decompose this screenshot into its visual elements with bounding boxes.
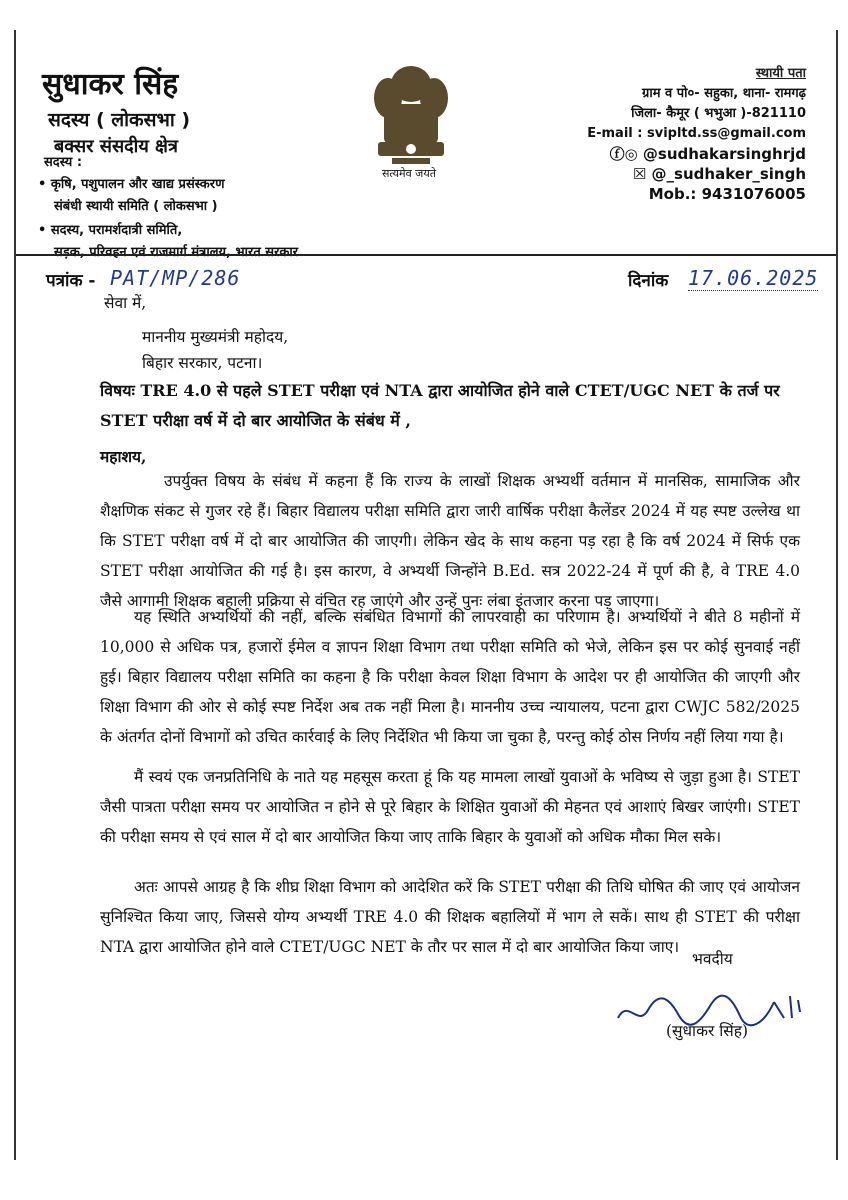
x-handle: @_sudhaker_singh bbox=[651, 165, 806, 183]
sender-role: सदस्य ( लोकसभा ) bbox=[48, 109, 191, 131]
header-divider bbox=[16, 254, 836, 256]
sender-name: सुधाकर सिंह bbox=[42, 67, 179, 102]
facebook-icon: ⓕ bbox=[609, 145, 625, 163]
date-value: 17.06.2025 bbox=[688, 266, 819, 290]
sender-constituency: बक्सर संसदीय क्षेत्र bbox=[54, 136, 178, 157]
signatory-name: (सुधाकर सिंह) bbox=[666, 1022, 749, 1040]
x-icon: ☒ bbox=[632, 165, 647, 183]
instagram-icon: ◎ bbox=[624, 145, 638, 163]
membership-line: • कृषि, पशुपालन और खाद्य प्रसंस्करण bbox=[38, 177, 225, 192]
mobile-text: Mob.: 9431076005 bbox=[648, 185, 806, 203]
greeting: महाशय, bbox=[100, 447, 147, 466]
address-line: ग्राम व पो०- सहुका, थाना- रामगढ़ bbox=[642, 86, 806, 101]
letter-page bbox=[14, 30, 838, 1160]
subject-label: विषयः bbox=[100, 381, 135, 400]
recipient-line: बिहार सरकार, पटना। bbox=[142, 354, 263, 372]
facebook-row bbox=[587, 144, 806, 164]
address-line: जिला- कैमूर ( भभुआ )-821110 bbox=[631, 106, 806, 121]
emblem-motto: सत्यमेव जयते bbox=[381, 167, 436, 180]
salutation-to: सेवा में, bbox=[104, 294, 147, 312]
email-text: E-mail : svipltd.ss@gmail.com bbox=[587, 126, 806, 141]
paragraph: उपर्युक्त विषय के संबंध में कहना हैं कि राज्य के लाखों शिक्षक अभ्यर्थी वर्तमान में मानसिक, सामाजिक और शैक्षणिक संकट से गुजर रहे हैं। बिहार विद्यालय परीक्षा समिति द्वारा जारी वार्षिक परीक्षा कैलेंडर 2024 में यह स्पष्ट उल्लेख था कि STET परीक्षा वर्ष में दो बार आयोजित की जाएगी। लेकिन खेद के साथ कहना पड़ रहा है कि वर्ष 2024 में सिर्फ एक STET परीक्षा आयोजित की गई है। इस कारण, वे अभ्यर्थी जिन्होंने B.Ed. सत्र 2022-24 में पूर्ण की है, वे TRE 4.0 जैसे आगामी शिक्षक बहाली प्रक्रिया से वंचित रह जाएंगे और उन्हें पुनः लंबा इंतजार करना पड़ जाएगा। bbox=[100, 472, 800, 610]
date-label: दिनांक bbox=[628, 271, 669, 291]
reference-label: पत्रांक - bbox=[46, 271, 96, 291]
facebook-handle: @sudhakarsinghrjd bbox=[642, 145, 806, 163]
recipient-line: माननीय मुख्यमंत्री महोदय, bbox=[142, 328, 289, 346]
membership-line: • सदस्य, परामर्शदात्री समिति, bbox=[38, 223, 183, 238]
subject-text: TRE 4.0 से पहले STET परीक्षा एवं NTA द्वारा आयोजित होने वाले CTET/UGC NET के तर्ज पर STET परीक्षा वर्ष में दो बार आयोजित के संबंध में , bbox=[100, 381, 780, 430]
address-heading: स्थायी पता bbox=[755, 66, 806, 81]
paragraph: मैं स्वयं एक जनप्रतिनिधि के नाते यह महसूस करता हूं कि यह मामला लाखों युवाओं के भविष्य से जुड़ा हुआ है। STET जैसी पात्रता परीक्षा समय पर आयोजित न होने से पूरे बिहार के शिक्षित युवाओं की मेहनत एवं आशाएं बिखर जाएंगी। STET की परीक्षा समय से एवं साल में दो बार आयोजित किया जाए ताकि बिहार के युवाओं को अधिक मौका मिल सके। bbox=[100, 768, 800, 846]
contact-block bbox=[587, 64, 806, 204]
membership-line: संबंधी स्थायी समिति ( लोकसभा ) bbox=[54, 199, 218, 214]
membership-heading: सदस्य : bbox=[44, 155, 83, 170]
subject bbox=[100, 376, 800, 436]
x-row bbox=[587, 164, 806, 184]
membership-line: सड़क, परिवहन एवं राजमार्ग मंत्रालय, भारत सरकार bbox=[54, 245, 299, 260]
paragraph: अतः आपसे आग्रह है कि शीघ्र शिक्षा विभाग को आदेशित करें कि STET परीक्षा की तिथि घोषित की जाए एवं आयोजन सुनिश्चित किया जाए, जिससे योग्य अभ्यर्थी TRE 4.0 की शिक्षक बहालियों में भाग ले सकें। साथ ही STET की परीक्षा NTA द्वारा आयोजित होने वाले CTET/UGC NET के तौर पर साल में दो बार आयोजित किया जाए। bbox=[100, 878, 800, 956]
national-emblem-icon bbox=[356, 54, 466, 204]
reference-number: PAT/MP/286 bbox=[110, 266, 241, 290]
paragraph: यह स्थिति अभ्यर्थियों की नहीं, बल्कि संबंधित विभागों की लापरवाही का परिणाम है। अभ्यर्थियों ने बीते 8 महीनों में 10,000 से अधिक पत्र, हजारों ईमेल व ज्ञापन शिक्षा विभाग तथा परीक्षा समिति को भेजे, लेकिन इस पर कोई सुनवाई नहीं हुई। बिहार विद्यालय परीक्षा समिति का कहना है कि परीक्षा केवल शिक्षा विभाग के आदेश पर ही आयोजित की जाएगी और शिक्षा विभाग की ओर से कोई स्पष्ट निर्देश अब तक नहीं मिला है। माननीय उच्च न्यायालय, पटना द्वारा CWJC 582/2025 के अंतर्गत दोनों विभागों को उचित कार्रवाई के लिए निर्देशित भी किया जा चुका है, परन्तु कोई ठोस निर्णय नहीं लिया गया है। bbox=[100, 608, 800, 746]
closing: भवदीय bbox=[692, 950, 733, 968]
